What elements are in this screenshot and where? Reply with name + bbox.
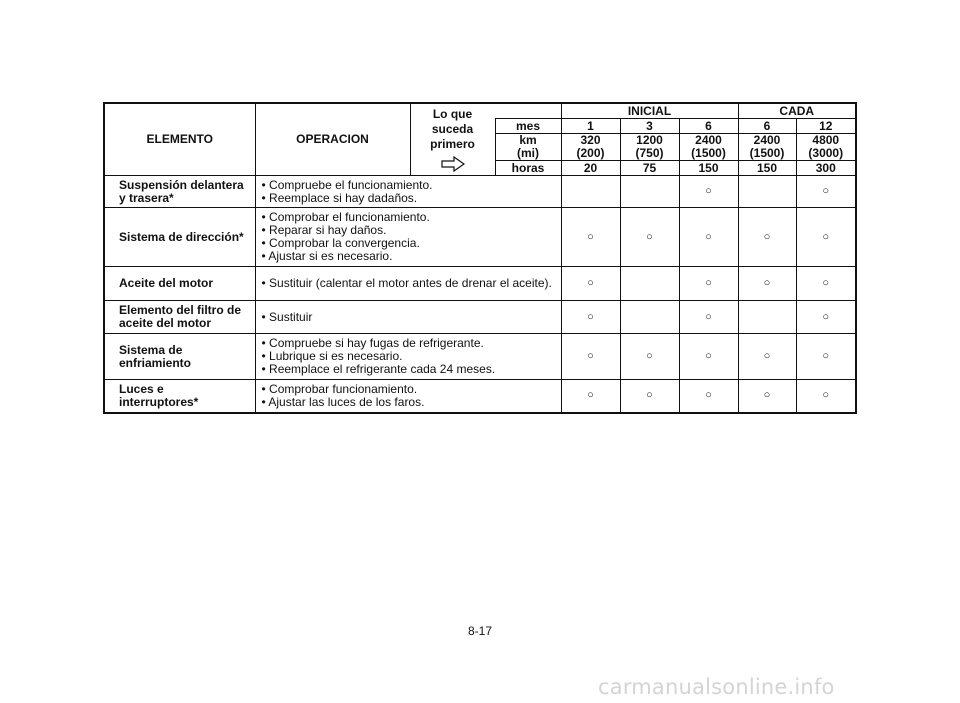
km-value: 1200 (750) [620,134,679,161]
mes-value: 1 [561,119,620,134]
maintenance-table [103,102,857,414]
header-cada: CADA [738,103,856,119]
km-value: 4800 (3000) [796,134,856,161]
operation-cell: • Sustituir (calentar el motor antes de drenar el aceite). [255,267,561,301]
interval-mark: ○ [796,334,856,380]
interval-mark: ○ [561,267,620,301]
lo-que-line-2: suceda [431,122,474,136]
mes-label: mes [495,119,561,134]
mes-value: 6 [738,119,796,134]
horas-value: 150 [679,161,738,176]
interval-mark: ○ [679,208,738,267]
horas-value: 300 [796,161,856,176]
lo-que-line-3: primero [430,137,475,151]
table-row [104,208,856,267]
page-number: 8-17 [467,624,493,638]
interval-mark [561,176,620,208]
interval-mark: ○ [738,267,796,301]
lo-que-line-1: Lo que [432,107,473,121]
operation-cell: • Compruebe si hay fugas de refrigerante. • Lubrique si es necesario. • Reemplace el refrigerante cada 24 meses. [255,334,561,380]
interval-mark: ○ [561,208,620,267]
interval-mark: ○ [620,334,679,380]
interval-mark: ○ [620,380,679,413]
table-row [104,301,856,334]
interval-mark: ○ [796,267,856,301]
table-row [104,176,856,208]
element-cell: Sistema de dirección* [104,208,255,267]
interval-mark: ○ [561,301,620,334]
header-elemento: ELEMENTO [104,103,255,176]
km-value: 2400 (1500) [738,134,796,161]
interval-mark: ○ [796,176,856,208]
km-value: 2400 (1500) [679,134,738,161]
interval-mark: ○ [796,301,856,334]
element-cell: Aceite del motor [104,267,255,301]
km-value: 320 (200) [561,134,620,161]
interval-mark: ○ [620,208,679,267]
mes-value: 3 [620,119,679,134]
mes-value: 12 [796,119,856,134]
element-cell: Elemento del filtro de aceite del motor [104,301,255,334]
interval-mark [738,301,796,334]
header-inicial: INICIAL [561,103,738,119]
header-blank [495,103,561,119]
interval-mark: ○ [738,380,796,413]
table-row [104,267,856,301]
element-cell: Suspensión delantera y trasera* [104,176,255,208]
element-cell: Luces e interruptores* [104,380,255,413]
watermark: carmanualsonline.info [598,675,835,699]
right-arrow-icon [441,156,465,172]
element-cell: Sistema de enfriamiento [104,334,255,380]
operation-cell: • Compruebe el funcionamiento. • Reemplace si hay dadaños. [255,176,561,208]
operation-cell: • Sustituir [255,301,561,334]
interval-mark [620,301,679,334]
header-row-1 [104,103,856,119]
operation-cell: • Comprobar funcionamiento. • Ajustar las luces de los faros. [255,380,561,413]
interval-mark: ○ [679,267,738,301]
km-label: km (mi) [495,134,561,161]
header-operacion: OPERACION [255,103,410,176]
interval-mark: ○ [796,208,856,267]
horas-value: 150 [738,161,796,176]
interval-mark: ○ [738,334,796,380]
header-lo-que-suceda-primero [410,103,495,176]
horas-label: horas [495,161,561,176]
interval-mark [620,176,679,208]
interval-mark: ○ [561,334,620,380]
table-row [104,334,856,380]
interval-mark [738,176,796,208]
horas-value: 75 [620,161,679,176]
mes-value: 6 [679,119,738,134]
operation-cell: • Comprobar el funcionamiento. • Reparar si hay daños. • Comprobar la convergencia. • Ajustar si es necesario. [255,208,561,267]
interval-mark: ○ [679,301,738,334]
interval-mark: ○ [738,208,796,267]
interval-mark: ○ [679,176,738,208]
interval-mark: ○ [561,380,620,413]
table-row [104,380,856,413]
interval-mark: ○ [679,334,738,380]
interval-mark: ○ [679,380,738,413]
horas-value: 20 [561,161,620,176]
interval-mark: ○ [796,380,856,413]
interval-mark [620,267,679,301]
